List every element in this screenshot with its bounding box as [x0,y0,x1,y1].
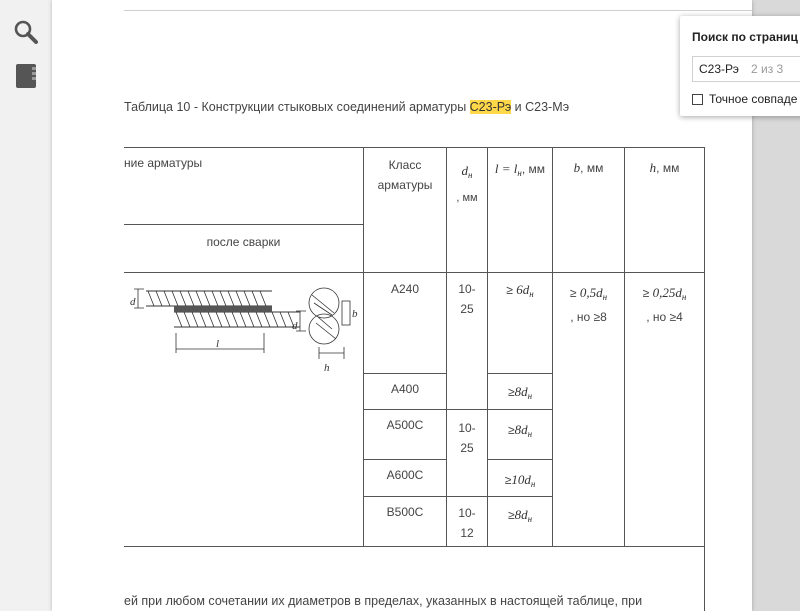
svg-text:b: b [352,308,358,320]
row-1-h: ≥ $0,25d_н$ , но ≥4 [625,273,705,547]
svg-text:d: d [292,320,298,332]
header-class-label: Класс арматуры [377,158,433,192]
header-dn-symbol: $d_н$ [461,163,473,180]
find-title: Поиск по страниц [692,30,798,44]
row-4-l: $\ge 10d_н$ [488,460,553,497]
header-h-unit: , мм [656,161,680,175]
svg-text:d: d [130,296,136,308]
header-class [364,148,447,273]
row-5-l: $\ge 8d_н$ [488,497,553,547]
find-query: С23-Рэ [699,62,739,76]
header-rebar-col [124,148,364,225]
search-icon [13,19,39,45]
b-value: $0,5d_н$ [579,285,608,302]
svg-text:h: h [324,362,330,374]
header-after-weld-label: после сварки [206,235,281,249]
header-l [488,148,553,273]
row-3-l-value: $8d_н$ [514,422,533,439]
notebook-icon [14,63,38,89]
body-text-line: ей при любом сочетании их диаметров в пределах, указанных в настоящей таблице, при [124,594,643,608]
header-h [625,148,705,273]
row-1-b: ≥ $0,5d_н$ , но ≥8 [553,273,625,547]
row-1-l: ≥ $6d_н$ [488,273,553,374]
match-case-option[interactable] [692,92,797,106]
row-4-class: А600С [364,460,447,497]
document-page [52,0,752,611]
svg-text:l: l [216,338,220,350]
table-caption [124,100,569,114]
search-button[interactable] [12,18,40,46]
page-divider [124,10,752,11]
h-value: $0,25d_н$ [652,285,687,302]
table-continuation-rule [704,547,705,611]
header-b-symbol: b [573,160,581,175]
header-rebar-label: ние арматуры [124,156,203,170]
header-l-unit: , мм [521,162,546,176]
left-toolbar [0,0,52,611]
search-highlight: С23-Рэ [469,100,512,114]
weld-joint-drawing [124,273,363,383]
caption-suffix: и С23-Мэ [511,100,570,114]
h-extra: , но ≥4 [646,310,683,324]
header-b-unit: , мм [580,161,604,175]
row-3-class: А500С [364,410,447,460]
row-5-dn: 10-12 [447,497,488,547]
row-2-class: А400 [364,374,447,410]
row-1-class: А240 [364,273,447,374]
row-5-l-value: $8d_н$ [514,507,533,524]
row-3-dn: 10-25 [447,410,488,497]
row-2-l-value: $8d_н$ [514,384,533,401]
header-after-weld [124,225,364,273]
row-4-l-value: $10d_н$ [511,472,536,489]
joint-diagram-cell [124,273,364,547]
header-dn [447,148,488,273]
row-3-l: $\ge 8d_н$ [488,410,553,460]
row-1-dn: 10-25 [447,273,488,410]
header-b [553,148,625,273]
caption-prefix: Таблица 10 - Конструкции стыковых соединений арматуры [124,100,470,114]
header-dn-unit: , мм [456,192,478,204]
find-in-page-panel [680,16,800,116]
header-h-symbol: h [649,160,657,175]
notebook-button[interactable] [12,62,40,90]
find-input[interactable] [692,56,800,82]
row-1-l-value: $6d_н$ [516,282,534,299]
row-5-class: В500С [364,497,447,547]
row-2-l: $\ge 8d_н$ [488,374,553,410]
match-case-checkbox[interactable] [692,94,703,105]
b-extra: , но ≥8 [570,310,607,324]
joints-table [124,147,705,547]
header-l-symbol: $l = l_н$ [494,161,522,178]
find-match-count: 2 из 3 [751,62,784,76]
match-case-label: Точное совпаде [709,92,798,106]
